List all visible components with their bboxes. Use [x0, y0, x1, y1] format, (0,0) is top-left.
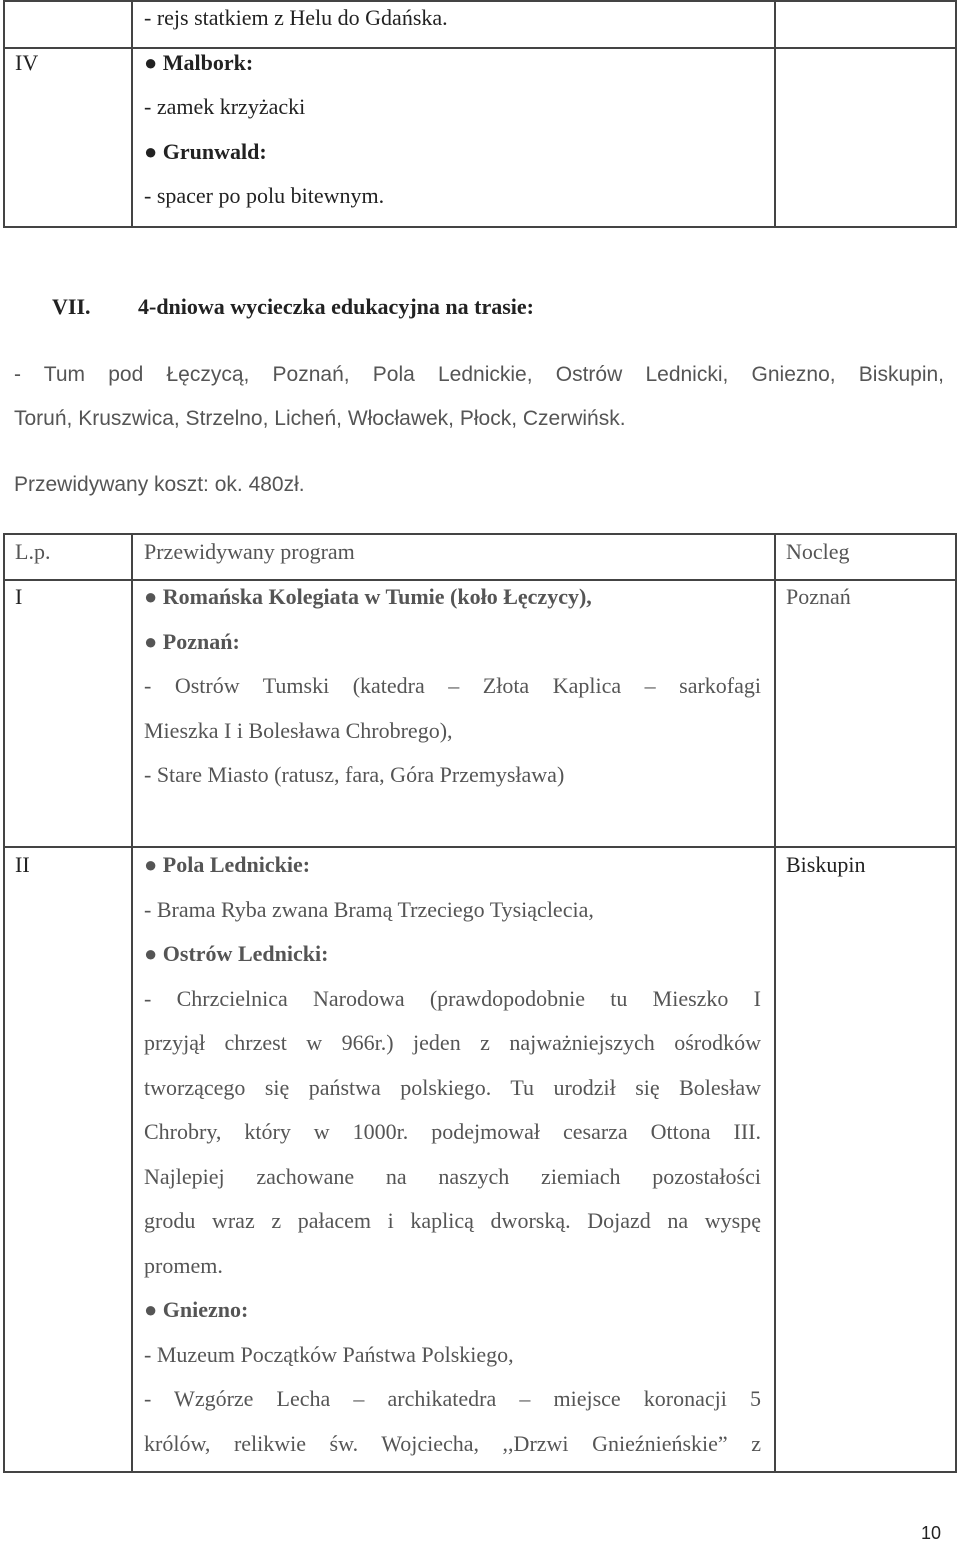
place-heading: ● Gniezno: — [144, 1295, 248, 1325]
place-heading: ● Malbork: — [144, 48, 253, 78]
table-1-divider-1 — [131, 0, 133, 228]
program-line: - Stare Miasto (ratusz, fara, Góra Przemysława) — [144, 762, 565, 787]
program-line: przyjął chrzest w 966r.) jeden z najważniejszych ośrodków — [144, 1030, 761, 1055]
header-nocleg: Nocleg — [786, 539, 850, 564]
place-heading: ● Pola Lednickie: — [144, 850, 310, 880]
nocleg-value: Poznań — [786, 584, 851, 609]
table-1-border-right — [955, 0, 957, 228]
table-1-divider-2 — [774, 0, 776, 228]
program-line: Najlepiej zachowane na naszych ziemiach pozostałości — [144, 1164, 761, 1189]
table-2-border-left — [3, 533, 5, 1473]
place-heading: ● Romańska Kolegiata w Tumie (koło Łęczycy), — [144, 582, 592, 612]
program-line: grodu wraz z pałacem i kaplicą dworską. Dojazd na wyspę — [144, 1208, 761, 1233]
row-number: I — [15, 584, 23, 609]
section-title: 4-dniowa wycieczka edukacyjna na trasie: — [138, 294, 534, 319]
program-line: Chrobry, który w 1000r. podejmował cesarza Ottona III. — [144, 1119, 761, 1144]
table-2-border-bottom — [3, 1471, 957, 1473]
program-line: - Chrzcielnica Narodowa (prawdopodobnie tu Mieszko I — [144, 986, 761, 1011]
program-line: - rejs statkiem z Helu do Gdańska. — [144, 5, 448, 30]
place-heading: ● Grunwald: — [144, 137, 267, 167]
header-program: Przewidywany program — [144, 539, 355, 564]
program-line: - Muzeum Początków Państwa Polskiego, — [144, 1342, 514, 1367]
program-line: królów, relikwie św. Wojciecha, ,,Drzwi Gnieźnieńskie” z — [144, 1431, 761, 1456]
table-2-row-divider — [3, 846, 957, 848]
row-number: II — [15, 852, 30, 877]
program-line: promem. — [144, 1253, 223, 1278]
table-2-header-divider — [3, 579, 957, 581]
program-line: Mieszka I i Bolesława Chrobrego), — [144, 718, 453, 743]
table-2-divider-1 — [131, 533, 133, 1473]
row-number: IV — [15, 50, 39, 75]
program-line: - Brama Ryba zwana Bramą Trzeciego Tysiąclecia, — [144, 897, 594, 922]
table-2-border-top — [3, 533, 957, 535]
section-number: VII. — [52, 294, 91, 319]
table-2-border-right — [955, 533, 957, 1473]
place-heading: ● Poznań: — [144, 627, 240, 657]
page-number: 10 — [921, 1523, 942, 1543]
program-line: - Wzgórze Lecha – archikatedra – miejsce koronacji 5 — [144, 1386, 761, 1411]
table-2-divider-2 — [774, 533, 776, 1473]
program-line: tworzącego się państwa polskiego. Tu urodził się Bolesław — [144, 1075, 761, 1100]
program-line: - zamek krzyżacki — [144, 94, 306, 119]
place-heading: ● Ostrów Lednicki: — [144, 939, 328, 969]
table-1-border-left — [3, 0, 5, 228]
nocleg-value: Biskupin — [786, 852, 866, 877]
route-line-2: Toruń, Kruszwica, Strzelno, Licheń, Włocławek, Płock, Czerwińsk. — [14, 407, 626, 430]
header-lp: L.p. — [15, 539, 51, 564]
program-line: - spacer po polu bitewnym. — [144, 183, 385, 208]
table-1-border-bottom — [3, 226, 957, 228]
program-line: - Ostrów Tumski (katedra – Złota Kaplica – sarkofagi — [144, 673, 761, 698]
table-1-border-top — [3, 0, 957, 2]
cost-line: Przewidywany koszt: ok. 480zł. — [14, 473, 305, 496]
route-line-1: - Tum pod Łęczycą, Poznań, Pola Lednickie, Ostrów Lednicki, Gniezno, Biskupin, — [14, 363, 944, 386]
